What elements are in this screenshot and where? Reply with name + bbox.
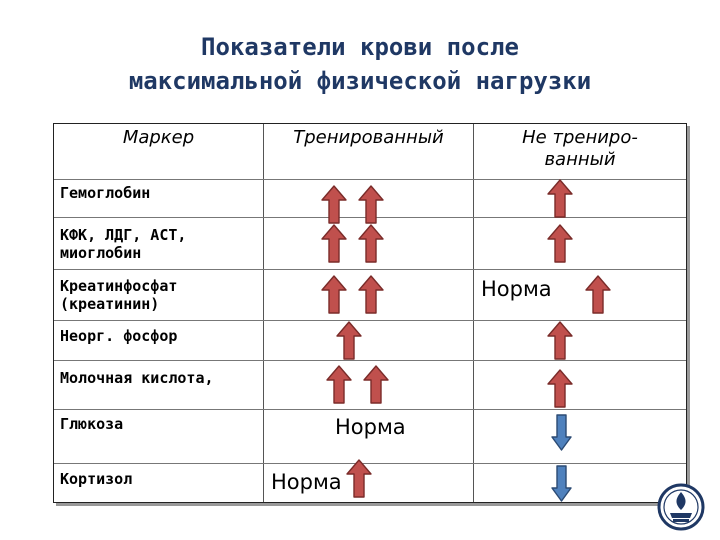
arrow-up-icon xyxy=(358,224,385,264)
row-label-lactic-acid: Молочная кислота, xyxy=(60,369,214,387)
row-divider xyxy=(54,360,686,361)
norma-label: Норма xyxy=(271,470,342,494)
arrow-down-icon xyxy=(551,414,573,452)
title-line-2: максимальной физической нагрузки xyxy=(128,67,592,95)
arrow-up-icon xyxy=(585,275,612,315)
norma-label: Норма xyxy=(335,415,406,439)
row-label-inorganic-phosphorus: Неорг. фосфор xyxy=(60,327,178,345)
row-label-hemoglobin: Гемоглобин xyxy=(60,184,151,202)
header-untrained-line-1: Не трениро- xyxy=(522,127,638,148)
row-label-glucose: Глюкоза xyxy=(60,415,124,433)
arrow-up-icon xyxy=(358,275,385,315)
arrow-up-icon xyxy=(363,365,390,405)
row-label-enzymes xyxy=(60,226,186,262)
slide-title xyxy=(0,30,720,98)
arrow-up-icon xyxy=(321,275,348,315)
row-divider xyxy=(54,409,686,410)
column-divider xyxy=(473,124,474,502)
blood-markers-table xyxy=(53,123,687,503)
row-label-creatine-phosphate xyxy=(60,277,177,313)
row-label-line-2: (креатинин) xyxy=(60,295,160,313)
arrow-down-icon xyxy=(551,465,573,503)
row-label-line-1: Креатинфосфат xyxy=(60,277,178,295)
header-marker: Маркер xyxy=(122,127,195,148)
arrow-up-icon xyxy=(321,224,348,264)
header-untrained-line-2: ванный xyxy=(544,149,616,170)
column-divider xyxy=(263,124,264,502)
university-emblem-icon xyxy=(657,483,705,531)
arrow-up-icon xyxy=(336,321,363,361)
row-divider xyxy=(54,269,686,270)
arrow-up-icon xyxy=(547,369,574,409)
norma-label: Норма xyxy=(481,277,552,301)
arrow-up-icon xyxy=(321,185,348,225)
arrow-up-icon xyxy=(547,321,574,361)
header-untrained xyxy=(474,127,686,171)
title-line-1: Показатели крови после xyxy=(201,33,519,61)
arrow-up-icon xyxy=(547,224,574,264)
row-divider xyxy=(54,179,686,180)
arrow-up-icon xyxy=(358,185,385,225)
row-label-line-1: КФК, ЛДГ, АСТ, xyxy=(60,226,187,244)
row-label-cortisol: Кортизол xyxy=(60,470,133,488)
row-label-line-2: миоглобин xyxy=(60,244,142,262)
arrow-up-icon xyxy=(326,365,353,405)
header-trained: Тренированный xyxy=(293,127,444,148)
arrow-up-icon xyxy=(547,179,574,219)
row-divider xyxy=(54,320,686,321)
arrow-up-icon xyxy=(346,459,373,499)
